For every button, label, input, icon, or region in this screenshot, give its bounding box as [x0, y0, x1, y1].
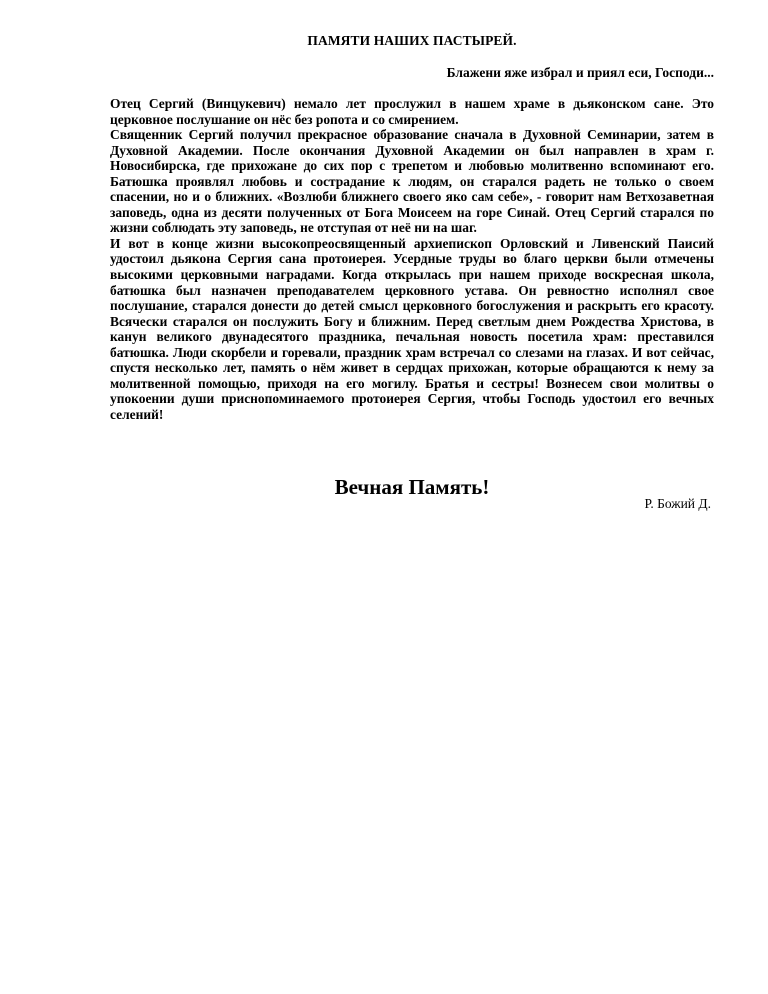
epigraph: Блажени яже избрал и приял еси, Господи... — [446, 65, 714, 80]
paragraph: Священник Сергий получил прекрасное образование сначала в Духовной Семинарии, затем в Духовной Академии. После окончания Духовной Академии он был направлен в храм г. Новосибирска, где прихожане до сих пор с трепетом и любовью молитвенно вспоминают его. Батюшка проявлял любовь и сострадание к людям, он старался радеть не только о своем спасении, но и о ближних. «Возлюби ближнего своего яко сам себе», - говорит нам Ветхозаветная заповедь, одна из десяти полученных от Бога Моисеем на горе Синай. Отец Сергий старался по жизни соблюдать эту заповедь, не отступая от неё ни на шаг. — [110, 127, 714, 236]
paragraph: Отец Сергий (Винцукевич) немало лет прослужил в нашем храме в дьяконском сане. Это церковное послушание он нёс без ропота и со смирением. — [110, 96, 714, 127]
document-title: ПАМЯТИ НАШИХ ПАСТЫРЕЙ. — [307, 33, 517, 48]
author-signature: Р. Божий Д. — [644, 496, 711, 511]
closing-line: Вечная Память! — [334, 475, 490, 499]
paragraph: И вот в конце жизни высокопреосвященный архиепископ Орловский и Ливенский Паисий удостоил дьякона Сергия сана протоиерея. Усердные труды во благо церкви были отмечены высокими церковными наградами. Когда открылась при нашем приходе воскресная школа, батюшка был назначен преподавателем церковного устава. Он ревностно исполнял свое послушание, старался донести до детей смысл церковного богослужения и раскрыть его красоту. Всячески старался он послужить Богу и ближним. Перед светлым днем Рождества Христова, в канун великого двунадесятого праздника, печальная новость посетила храм: преставился батюшка. Люди скорбели и горевали, праздник храм встречал со слезами на глазах. И вот сейчас, спустя несколько лет, память о нём живет в сердцах прихожан, которые обращаются к нему за молитвенной помощью, приходя на его могилу. Братья и сестры! Вознесем свои молитвы о упокоении души приснопоминаемого протоиерея Сергия, чтобы Господь удостоил его вечных селений! — [110, 235, 714, 422]
body-text — [110, 96, 714, 422]
